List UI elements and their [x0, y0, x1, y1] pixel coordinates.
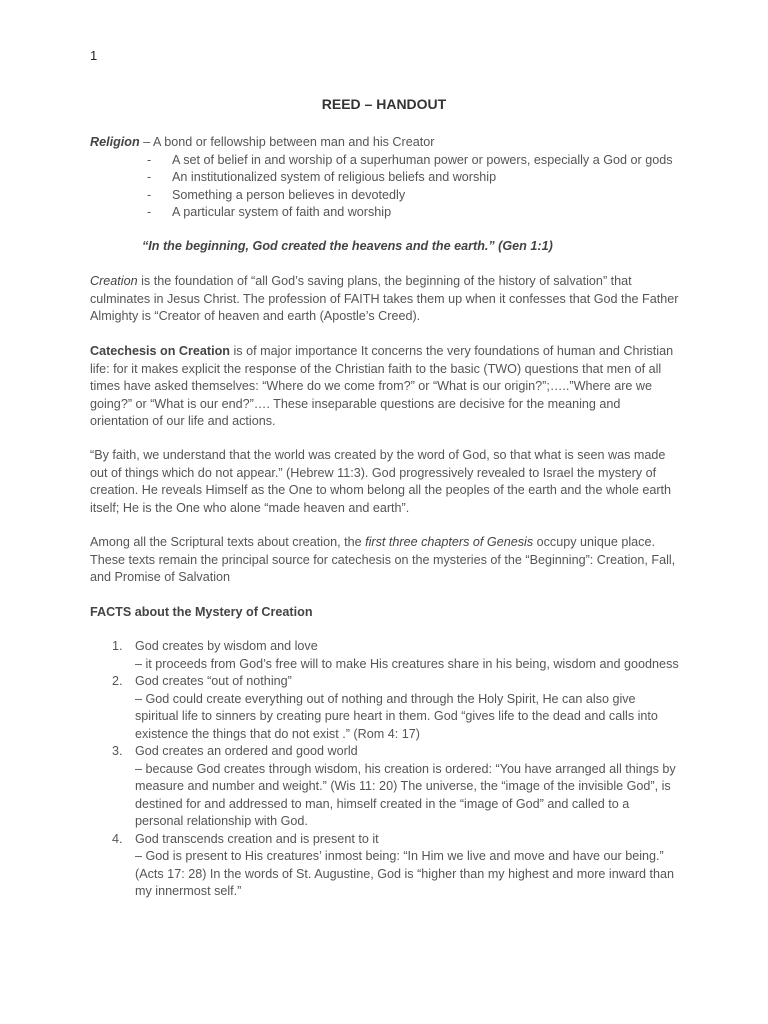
genesis-quote: “In the beginning, God created the heavens and the earth.” (Gen 1:1) — [142, 239, 553, 253]
catechesis-term: Catechesis on Creation — [90, 344, 230, 358]
religion-definition-line — [90, 134, 690, 152]
dash-bullet-icon: - — [147, 170, 152, 184]
list-item-text: Something a person believes in devotedly — [172, 187, 406, 202]
religion-term: Religion — [90, 135, 140, 149]
fact-item — [90, 638, 680, 673]
list-item — [90, 169, 690, 187]
religion-bullet-list — [90, 152, 690, 222]
fact-detail: – God could create everything out of nothing and through the Holy Spirit, He can also give spiritual life to sinners by creating pure heart in them. God “gives life to the dead and calls into existence the things that do not exist .” (Rom 4: 17) — [135, 691, 658, 741]
among-text-after: occupy unique place. These texts remain the principal source for catechesis on the mysteries of the “Beginning”: Creation, Fall, and Promise of Salvation — [90, 535, 676, 584]
fact-detail: – it proceeds from God’s free will to make His creatures share in his being, wisdom and goodness — [135, 656, 679, 671]
catechesis-paragraph — [90, 343, 680, 431]
fact-title: God creates by wisdom and love — [135, 639, 318, 653]
list-item — [90, 152, 690, 170]
fact-item — [90, 743, 680, 831]
fact-number: 1. — [112, 639, 123, 653]
facts-heading: FACTS about the Mystery of Creation — [90, 605, 313, 619]
religion-section — [90, 134, 690, 222]
fact-number: 2. — [112, 674, 123, 688]
creation-paragraph — [90, 273, 680, 326]
list-item-text: A set of belief in and worship of a superhuman power or powers, especially a God or gods — [172, 152, 673, 167]
among-text-before: Among all the Scriptural texts about creation, the — [90, 535, 366, 549]
fact-item — [90, 673, 680, 743]
dash-bullet-icon: - — [147, 187, 152, 202]
page-title: REED – HANDOUT — [321, 96, 447, 112]
fact-title: God creates an ordered and good world — [135, 744, 358, 758]
facts-section — [90, 638, 680, 901]
facts-list — [90, 638, 680, 901]
creation-text: is the foundation of “all God’s saving plans, the beginning of the history of salvation” that culminates in Jesus Christ. The profession of FAITH takes them up when it confesses that God the Father Almighty is “Creator of heaven and earth (Apostle’s Creed). — [90, 274, 679, 323]
list-item-text: An institutionalized system of religious beliefs and worship — [172, 170, 497, 184]
creation-term: Creation — [90, 274, 138, 288]
fact-number: 3. — [112, 744, 123, 758]
fact-detail: – because God creates through wisdom, his creation is ordered: “You have arranged all things by measure and number and weight.” (Wis 11: 20) The universe, the “image of the invisible God”, is destined for and addressed to man, himself created in the “image of God” and called to a personal relationship with God. — [135, 761, 676, 828]
list-item-text: A particular system of faith and worship — [172, 205, 392, 219]
fact-title: God creates “out of nothing” — [135, 674, 292, 688]
among-emphasis: first three chapters of Genesis — [365, 535, 534, 549]
religion-definition: – A bond or fellowship between man and his Creator — [139, 135, 435, 149]
fact-item — [90, 831, 680, 901]
list-item — [90, 187, 690, 205]
among-paragraph — [90, 534, 680, 587]
dash-bullet-icon: - — [147, 152, 152, 167]
dash-bullet-icon: - — [147, 205, 152, 219]
fact-title: God transcends creation and is present to it — [135, 831, 379, 846]
page-number: 1 — [90, 48, 98, 63]
fact-number: 4. — [112, 831, 123, 846]
list-item — [90, 204, 690, 222]
by-faith-paragraph: “By faith, we understand that the world was created by the word of God, so that what is seen was made out of things which do not appear.” (Hebrew 11:3). God progressively revealed to Israel the mystery of creation. He reveals Himself as the One to whom belong all the peoples of the earth and the whole earth itself; He is the One who alone “made heaven and earth”. — [90, 448, 672, 515]
catechesis-text: is of major importance It concerns the very foundations of human and Christian life: for it makes explicit the response of the Christian faith to the basic (TWO) questions that men of all times have asked themselves: “Where do we come from?” or “What is our origin?”;…..”Where are we going?” or “What is our end?”…. These inseparable questions are decisive for the meaning and orientation of our life and actions. — [90, 344, 674, 428]
fact-detail: – God is present to His creatures’ inmost being: “In Him we live and move and have our being.” (Acts 17: 28) In the words of St. Augustine, God is “higher than my highest and more inward than my innermost self.” — [135, 849, 675, 898]
